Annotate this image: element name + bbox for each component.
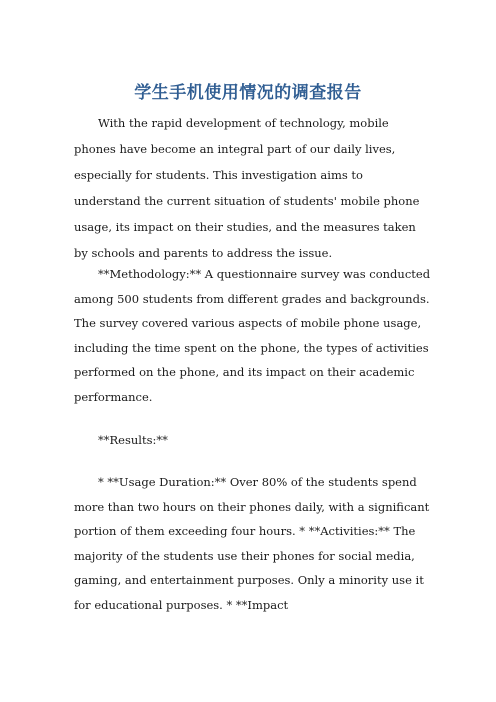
methodology-paragraph: **Methodology:** A questionnaire survey was conducted among 500 students from different grades and backgrounds. The survey covered various aspects of mobile phone usage, including the time spent on the phone, the types of activities performed on the phone, and its impact on their academic performance. [74,267,431,404]
document-title: 学生手机使用情况的调查报告 [134,83,362,103]
results-details-paragraph: * **Usage Duration:** Over 80% of the students spend more than two hours on their phones daily, with a significant portion of them exceeding four hours. * **Activities:** The majority of the students use their phones for social media, gaming, and entertainment purposes. Only a minority use it for educational purposes. * **Impact [74,475,430,612]
results-heading-paragraph: **Results:** [98,433,168,447]
intro-paragraph: With the rapid development of technology, mobile phones have become an integral part of our daily lives, especially for students. This investigation aims to understand the current situation of students' mobile phone usage, its impact on their studies, and the measures taken by schools and parents to address the issue. [74,116,420,260]
